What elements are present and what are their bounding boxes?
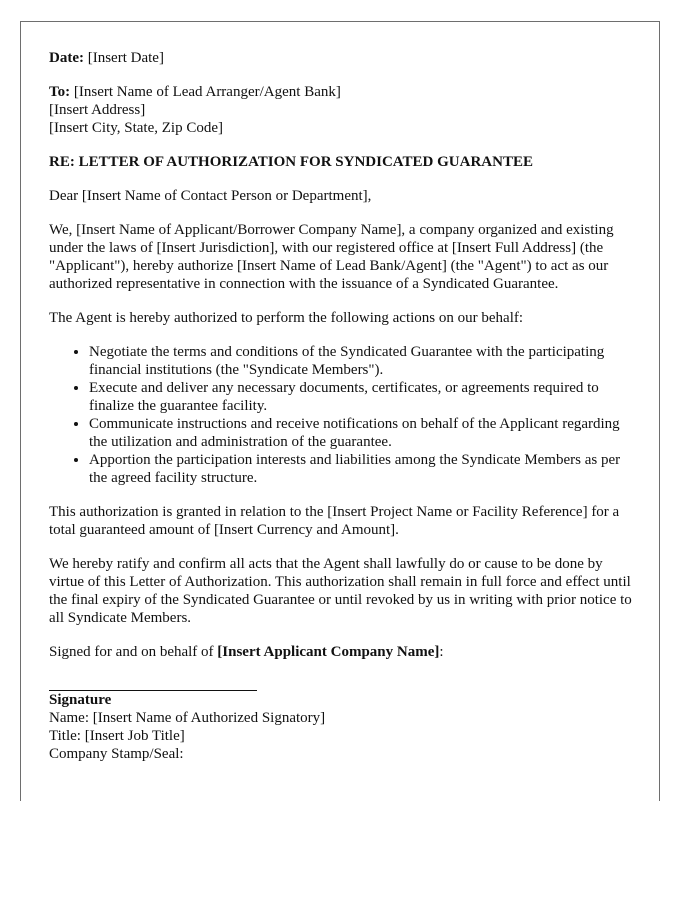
recipient-address: [Insert Address] xyxy=(49,102,146,118)
recipient-city: [Insert City, State, Zip Code] xyxy=(49,120,223,136)
signature-space xyxy=(49,677,639,690)
signed-company: [Insert Applicant Company Name] xyxy=(217,644,440,660)
subject-line: RE: LETTER OF AUTHORIZATION FOR SYNDICATED GUARANTEE xyxy=(49,154,533,170)
signatory-name: Name: [Insert Name of Authorized Signatory] xyxy=(49,710,326,726)
letter-content xyxy=(49,49,639,763)
paragraph-ratification: We hereby ratify and confirm all acts that the Agent shall lawfully do or cause to be done by virtue of this Letter of Authorization. This authorization shall remain in full force and effect until the final expiry of the Syndicated Guarantee or until revoked by us in writing with prior notice to all Syndicate Members. xyxy=(49,556,632,626)
date-line xyxy=(49,49,639,67)
paragraph-facility: This authorization is granted in relation to the [Insert Project Name or Facility Reference] for a total guaranteed amount of [Insert Currency and Amount]. xyxy=(49,504,620,538)
list-item: • Communicate instructions and receive notifications on behalf of the Applicant regarding the utilization and administration of the guarantee. xyxy=(89,415,639,451)
to-label: To: xyxy=(49,84,71,100)
signatory-title: Title: [Insert Job Title] xyxy=(49,728,185,744)
letter-page xyxy=(20,21,660,801)
recipient-name: [Insert Name of Lead Arranger/Agent Bank] xyxy=(70,84,341,100)
paragraph-actions-intro: The Agent is hereby authorized to perform the following actions on our behalf: xyxy=(49,310,524,326)
signature-block xyxy=(49,691,639,763)
company-stamp-label: Company Stamp/Seal: xyxy=(49,746,184,762)
signature-label: Signature xyxy=(49,692,112,708)
signed-suffix: : xyxy=(439,644,444,660)
actions-list xyxy=(49,343,639,487)
signed-prefix: Signed for and on behalf of xyxy=(49,644,218,660)
list-item: • Negotiate the terms and conditions of the Syndicated Guarantee with the participating financial institutions (the "Syndicate Members"). xyxy=(89,343,639,379)
list-item: • Apportion the participation interests and liabilities among the Syndicate Members as per the agreed facility structure. xyxy=(89,451,639,487)
signed-on-behalf-line xyxy=(49,643,639,661)
salutation: Dear [Insert Name of Contact Person or Department], xyxy=(49,188,372,204)
date-value: [Insert Date] xyxy=(83,50,164,66)
date-label: Date: xyxy=(49,50,84,66)
paragraph-authorization: We, [Insert Name of Applicant/Borrower Company Name], a company organized and existing under the laws of [Insert Jurisdiction], with our registered office at [Insert Full Address] (the "Applicant"), hereby authorize [Insert Name of Lead Bank/Agent] (the "Agent") to act as our authorized representative in connection with the issuance of a Syndicated Guarantee. xyxy=(49,222,614,292)
list-item: • Execute and deliver any necessary documents, certificates, or agreements required to finalize the guarantee facility. xyxy=(89,379,639,415)
recipient-block xyxy=(49,83,639,137)
